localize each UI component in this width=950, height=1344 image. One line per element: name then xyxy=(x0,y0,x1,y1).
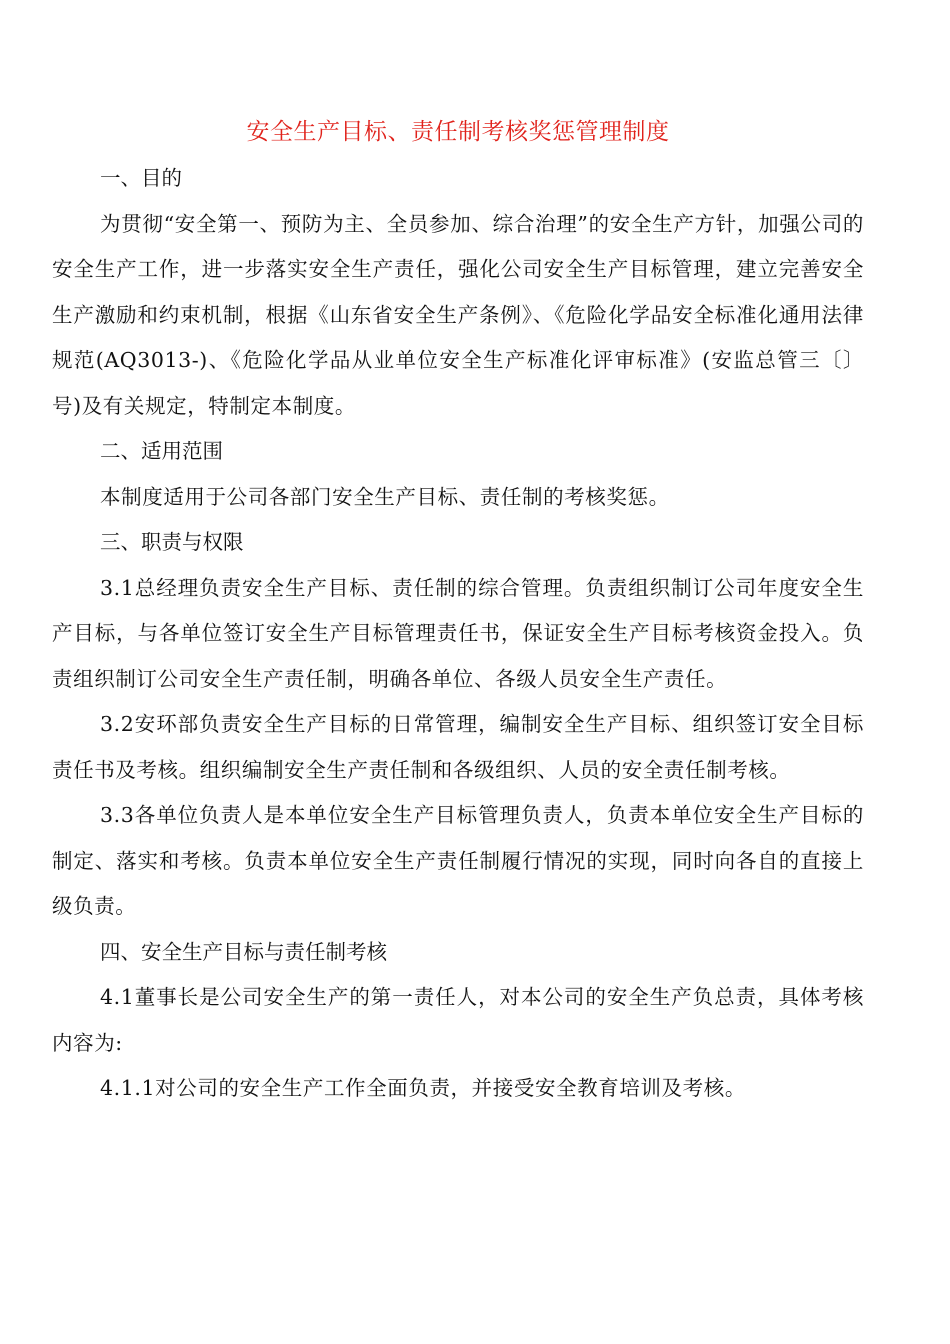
paragraph-3-1: 3.1总经理负责安全生产目标、责任制的综合管理。负责组织制订公司年度安全生产目标，与各单位签订安全生产目标管理责任书，保证安全生产目标考核资金投入。负责组织制订公司安全生产责任制，明确各单位、各级人员安全生产责任。 xyxy=(52,575,864,691)
document-title: 安全生产目标、责任制考核奖惩管理制度 xyxy=(246,119,670,145)
paragraph-purpose: 为贯彻“安全第一、预防为主、全员参加、综合治理”的安全生产方针，加强公司的安全生产工作，进一步落实安全生产责任，强化公司安全生产目标管理，建立完善安全生产激励和约束机制，根据《山东省安全生产条例》、《危险化学品安全标准化通用法律规范(AQ3013-)、《危险化学品从业单位安全生产标准化评审标准》(安监总管三〔〕号)及有关规定，特制定本制度。 xyxy=(52,211,864,418)
section-heading-assessment: 四、安全生产目标与责任制考核 xyxy=(100,939,387,964)
section-heading-responsibilities: 三、职责与权限 xyxy=(100,530,244,554)
section-heading-purpose: 一、目的 xyxy=(100,166,182,190)
document-page xyxy=(52,110,864,1112)
paragraph-3-3: 3.3各单位负责人是本单位安全生产目标管理负责人，负责本单位安全生产目标的制定、落实和考核。负责本单位安全生产责任制履行情况的实现，同时向各自的直接上级负责。 xyxy=(52,803,864,918)
paragraph-4-1: 4.1董事长是公司安全生产的第一责任人，对本公司的安全生产负总责，具体考核内容为: xyxy=(52,985,864,1055)
paragraph-4-1-1: 4.1.1对公司的安全生产工作全面负责，并接受安全教育培训及考核。 xyxy=(100,1076,746,1100)
paragraph-3-2: 3.2安环部负责安全生产目标的日常管理，编制安全生产目标、组织签订安全目标责任书及考核。组织编制安全生产责任制和各级组织、人员的安全责任制考核。 xyxy=(52,712,864,782)
section-heading-scope: 二、适用范围 xyxy=(100,439,223,463)
paragraph-scope: 本制度适用于公司各部门安全生产目标、责任制的考核奖惩。 xyxy=(100,484,670,509)
